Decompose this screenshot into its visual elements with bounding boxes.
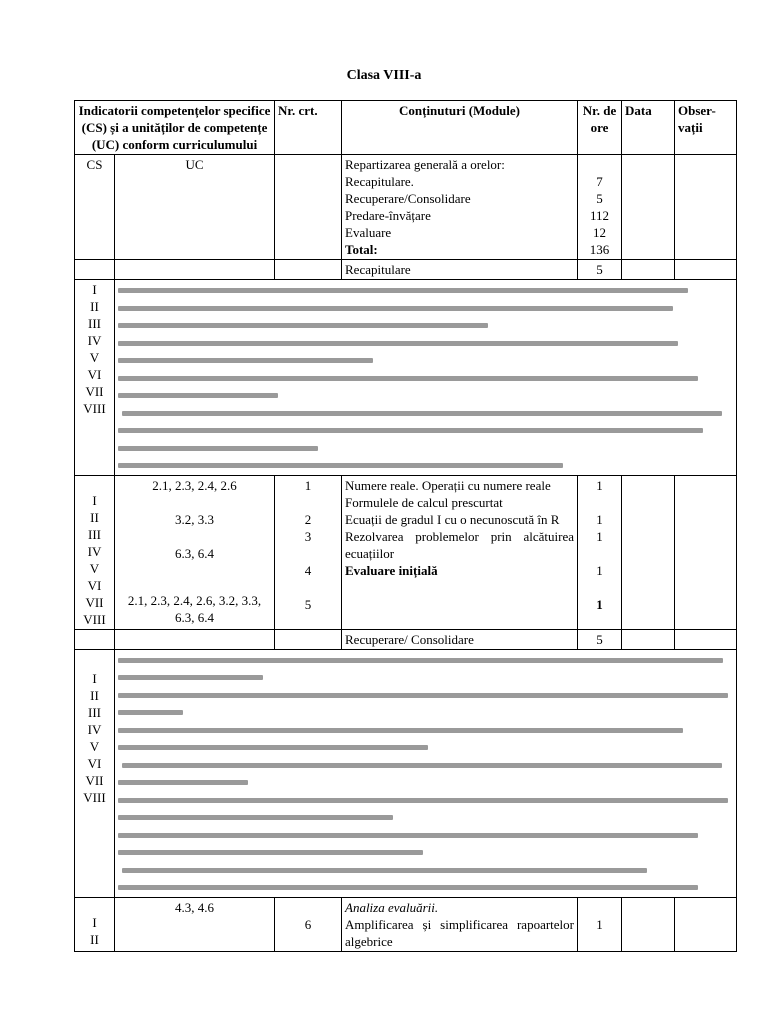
overview-line: Repartizarea generală a orelor: — [345, 157, 505, 172]
lesson-topic-note: Analiza evaluării. — [345, 899, 439, 915]
roman-numeral: V — [89, 738, 100, 754]
empty-cell — [622, 475, 675, 629]
overview-line: Recuperare/Consolidare — [345, 191, 471, 206]
lesson-number: 5 — [304, 596, 312, 612]
roman-numeral: VIII — [83, 611, 106, 627]
roman-numeral: III — [88, 316, 101, 331]
lesson-hour: 1 — [578, 897, 622, 951]
lesson-topic: Numere reale. Operații cu numere reale — [345, 477, 551, 493]
overview-line: Predare-învățare — [345, 208, 431, 223]
lesson-topic: Ecuații de gradul I cu o necunoscută în R — [345, 511, 560, 527]
section2-competences-row — [75, 649, 737, 897]
empty-cell — [622, 629, 675, 649]
lesson-number: 6 — [275, 897, 342, 951]
roman-numeral: III — [88, 526, 101, 542]
roman-numeral: VII — [85, 772, 104, 788]
roman-numeral: I — [92, 492, 97, 508]
roman-numeral: VII — [85, 594, 104, 610]
roman-list — [75, 649, 115, 897]
lesson-number: 4 — [304, 562, 312, 578]
overview-hours-value: 112 — [589, 208, 610, 223]
section-hours: 5 — [578, 629, 622, 649]
roman-numeral: IV — [87, 721, 102, 737]
lesson-hour: 1 — [596, 596, 603, 612]
header-row — [75, 101, 737, 155]
empty-cell — [115, 629, 275, 649]
overview-obs-cell — [675, 155, 737, 260]
empty-cell — [675, 897, 737, 951]
overview-hours-value: 5 — [596, 191, 603, 206]
roman-numeral: VI — [87, 755, 102, 771]
lesson-topic: Rezolvarea problemelor prin alcătuirea ecuațiilor — [345, 528, 574, 561]
roman-list — [75, 897, 115, 951]
uc-code: 6.3, 6.4 — [175, 545, 214, 561]
lesson-number: 3 — [304, 528, 312, 544]
empty-cell — [675, 475, 737, 629]
overview-hours-value: 7 — [596, 174, 603, 189]
roman-numeral: I — [92, 914, 97, 930]
roman-numeral: V — [89, 560, 100, 576]
header-nr-ore: Nr. de ore — [578, 101, 622, 155]
cs-label: CS — [75, 155, 115, 260]
section1-competences-row — [75, 280, 737, 476]
roman-numeral: I — [92, 670, 97, 686]
roman-numeral: VI — [87, 367, 102, 382]
overview-line: Recapitulare. — [345, 174, 414, 189]
competences-text — [115, 280, 737, 476]
roman-numeral: VII — [85, 384, 104, 399]
lesson-hour: 1 — [596, 562, 603, 578]
empty-cell — [622, 897, 675, 951]
overview-hours-value: 136 — [589, 242, 610, 257]
roman-numeral: VIII — [83, 401, 106, 416]
lesson-topics — [342, 897, 578, 951]
empty-cell — [115, 260, 275, 280]
lesson-hour: 1 — [596, 511, 603, 527]
roman-numeral: I — [92, 282, 97, 297]
roman-list — [75, 475, 115, 629]
uc-label: UC — [115, 155, 275, 260]
roman-numeral: III — [88, 704, 101, 720]
section-title: Recuperare/ Consolidare — [342, 629, 578, 649]
roman-numeral: II — [90, 687, 99, 703]
section-hours: 5 — [578, 260, 622, 280]
lesson-topic: Formulele de calcul prescurtat — [345, 494, 503, 510]
lesson-topic-evaluation: Evaluare inițială — [345, 562, 438, 578]
lesson-number: 1 — [304, 477, 312, 493]
lesson-hours — [578, 475, 622, 629]
roman-numeral: IV — [87, 543, 102, 559]
overview-nr-cell — [275, 155, 342, 260]
lesson-topics — [342, 475, 578, 629]
lesson-topic: Amplificarea și simplificarea rapoartelor algebrice — [345, 916, 574, 949]
lesson-hour: 1 — [596, 477, 603, 493]
uc-codes — [115, 475, 275, 629]
header-nr-crt: Nr. crt. — [275, 101, 342, 155]
uc-code: 2.1, 2.3, 2.4, 2.6, 3.2, 3.3, 6.3, 6.4 — [127, 592, 262, 625]
overview-line: Evaluare — [345, 225, 392, 240]
lessons1-row — [75, 475, 737, 629]
header-observatii: Obser- vații — [675, 101, 737, 155]
lessons2-row — [75, 897, 737, 951]
roman-numeral: VIII — [83, 789, 106, 805]
overview-line-total: Total: — [345, 242, 378, 257]
overview-data-cell — [622, 155, 675, 260]
overview-hours-value: 12 — [593, 225, 606, 240]
overview-lines — [342, 155, 578, 260]
section-recapitulare-row — [75, 260, 737, 280]
page-title: Clasa VIII-a — [346, 68, 422, 83]
empty-cell — [75, 629, 115, 649]
roman-numeral: II — [90, 299, 99, 314]
roman-numeral: II — [90, 509, 99, 525]
roman-list — [75, 280, 115, 476]
empty-cell — [622, 260, 675, 280]
overview-row — [75, 155, 737, 260]
lesson-numbers — [275, 475, 342, 629]
section-recuperare-row — [75, 629, 737, 649]
empty-cell — [275, 629, 342, 649]
empty-cell — [675, 260, 737, 280]
lesson-hour: 1 — [596, 528, 603, 544]
header-data: Data — [622, 101, 675, 155]
roman-numeral: IV — [87, 333, 102, 348]
uc-code: 2.1, 2.3, 2.4, 2.6 — [152, 477, 237, 493]
header-contents: Conținuturi (Module) — [342, 101, 578, 155]
overview-hours-blank — [581, 156, 618, 173]
roman-numeral: II — [90, 931, 99, 947]
empty-cell — [75, 260, 115, 280]
competences-text — [115, 649, 737, 897]
curriculum-table — [74, 100, 737, 952]
overview-hours — [578, 155, 622, 260]
lesson-number: 2 — [304, 511, 312, 527]
empty-cell — [275, 260, 342, 280]
uc-code: 4.3, 4.6 — [115, 897, 275, 951]
header-indicators: Indicatorii competențelor specifice (CS) și a unităților de competențe (UC) conform curriculumului — [75, 101, 275, 155]
roman-numeral: VI — [87, 577, 102, 593]
empty-cell — [675, 629, 737, 649]
section-title: Recapitulare — [342, 260, 578, 280]
roman-numeral: V — [89, 350, 100, 365]
uc-code: 3.2, 3.3 — [175, 511, 214, 527]
